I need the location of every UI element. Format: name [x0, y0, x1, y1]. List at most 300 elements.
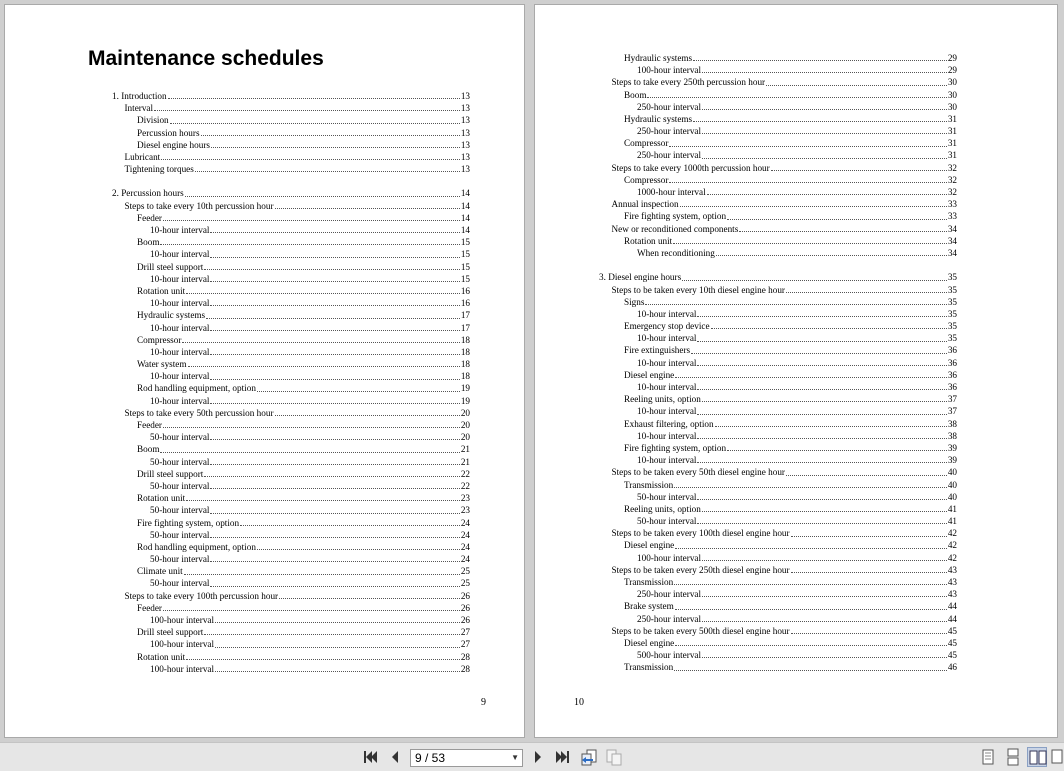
- go-forward-icon[interactable]: [604, 747, 624, 767]
- toc-entry-label: Hydraulic systems: [624, 52, 693, 63]
- page-title: Maintenance schedules: [88, 47, 324, 70]
- toc-entry[interactable]: [112, 102, 470, 114]
- toc-entry[interactable]: [112, 139, 470, 151]
- page-number: 9: [481, 697, 486, 708]
- toc-entry-label: Diesel engine: [624, 369, 675, 380]
- page-number-select[interactable]: [410, 749, 523, 767]
- toc-entry[interactable]: [112, 322, 470, 334]
- toc-entry[interactable]: [112, 443, 470, 455]
- toc-entry-page: 42: [947, 540, 957, 551]
- toc-entry[interactable]: [599, 284, 957, 296]
- toc-entry-page: 18: [460, 334, 470, 345]
- dot-leader: [210, 305, 459, 306]
- dot-leader: [186, 500, 460, 501]
- dot-leader: [211, 147, 460, 148]
- dot-leader: [702, 401, 947, 402]
- toc-entry[interactable]: [599, 430, 957, 442]
- toc-entry[interactable]: [112, 407, 470, 419]
- toc-entry-page: 42: [947, 528, 957, 539]
- toc-entry-page: 27: [460, 639, 470, 650]
- toc-entry[interactable]: [599, 588, 957, 600]
- toc-entry-page: 32: [947, 162, 957, 173]
- dot-leader: [675, 645, 947, 646]
- toc-entry-page: 40: [947, 467, 957, 478]
- dot-leader: [188, 366, 460, 367]
- toc-entry[interactable]: [599, 162, 957, 174]
- toc-entry-page: 46: [947, 662, 957, 673]
- toc-entry[interactable]: [112, 346, 470, 358]
- dot-leader: [697, 438, 946, 439]
- toc-entry[interactable]: [599, 479, 957, 491]
- toc-entry-label: Division: [137, 115, 169, 126]
- toc-entry-label: Rotation unit: [137, 285, 186, 296]
- toc-entry[interactable]: [599, 503, 957, 515]
- dot-leader: [210, 232, 459, 233]
- toc-entry[interactable]: [112, 565, 470, 577]
- toc-entry-label: Annual inspection: [611, 199, 679, 210]
- toc-entry[interactable]: [599, 381, 957, 393]
- toc-entry-label: Transmission: [624, 577, 674, 588]
- toc-entry[interactable]: [112, 663, 470, 675]
- toc-entry-page: 13: [460, 127, 470, 138]
- toc-entry-page: 36: [947, 345, 957, 356]
- toc-entry-page: 26: [460, 602, 470, 613]
- toc-entry-page: 40: [947, 491, 957, 502]
- toc-entry-label: 500-hour interval: [637, 650, 702, 661]
- toc-entry-label: Drill steel support: [137, 261, 204, 272]
- toc-entry[interactable]: [112, 395, 470, 407]
- dot-leader: [257, 549, 460, 550]
- toc-entry-page: 35: [947, 333, 957, 344]
- toc-entry-page: 14: [460, 225, 470, 236]
- toc-entry-page: 13: [460, 164, 470, 175]
- last-page-icon[interactable]: [553, 747, 573, 767]
- toc-entry[interactable]: [112, 224, 470, 236]
- toc-entry-label: Compressor: [624, 138, 669, 149]
- toc-entry-page: 33: [947, 199, 957, 210]
- toc-entry-page: 14: [460, 212, 470, 223]
- dot-leader: [702, 560, 947, 561]
- toc-entry-label: 10-hour interval: [150, 346, 210, 357]
- toc-entry-page: 17: [460, 322, 470, 333]
- toc-entry[interactable]: [599, 198, 957, 210]
- toc-entry[interactable]: [112, 163, 470, 175]
- dot-leader: [791, 536, 947, 537]
- toc-entry[interactable]: [599, 393, 957, 405]
- dot-leader: [702, 133, 947, 134]
- toc-entry[interactable]: [112, 273, 470, 285]
- toc-entry[interactable]: [112, 468, 470, 480]
- toc-entry[interactable]: [599, 247, 957, 259]
- toc-entry-page: 25: [460, 566, 470, 577]
- toc-entry[interactable]: [112, 200, 470, 212]
- toc-entry[interactable]: [112, 456, 470, 468]
- toc-entry-page: 38: [947, 418, 957, 429]
- dot-leader: [210, 439, 459, 440]
- toc-entry-label: 100-hour interval: [150, 615, 215, 626]
- dot-leader: [669, 146, 946, 147]
- toc-entry-label: Steps to be taken every 100th diesel engine hour: [611, 528, 790, 539]
- dot-leader: [680, 206, 947, 207]
- toc-entry[interactable]: [112, 553, 470, 565]
- dot-leader: [215, 622, 460, 623]
- toc-entry[interactable]: [112, 602, 470, 614]
- toc-entry-label: Steps to take every 10th percussion hour: [124, 200, 274, 211]
- toc-entry-page: 29: [947, 65, 957, 76]
- toc-entry-page: 37: [947, 406, 957, 417]
- toc-entry[interactable]: [112, 578, 470, 590]
- dot-leader: [693, 60, 947, 61]
- dot-leader: [206, 318, 460, 319]
- toc-entry-page: 14: [460, 200, 470, 211]
- toc-entry-page: 27: [460, 627, 470, 638]
- dot-leader: [210, 257, 459, 258]
- toc-entry-page: 15: [460, 261, 470, 272]
- toc-entry-page: 41: [947, 503, 957, 514]
- dot-leader: [702, 657, 947, 658]
- toc-entry[interactable]: [599, 64, 957, 76]
- toc-entry-page: 43: [947, 577, 957, 588]
- dot-leader: [702, 158, 947, 159]
- toc-entry-page: 21: [460, 456, 470, 467]
- toc-entry[interactable]: [599, 76, 957, 88]
- toc-entry-label: Drill steel support: [137, 627, 204, 638]
- toc-entry[interactable]: [599, 125, 957, 137]
- toc-entry[interactable]: [112, 626, 470, 638]
- toc-entry[interactable]: [599, 418, 957, 430]
- toc-entry-page: 19: [460, 383, 470, 394]
- toc-entry[interactable]: [112, 541, 470, 553]
- toc-entry-page: 31: [947, 150, 957, 161]
- toc-entry-label: Compressor: [624, 174, 669, 185]
- toc-entry[interactable]: [599, 345, 957, 357]
- dot-leader: [697, 499, 946, 500]
- toc-entry-page: 15: [460, 249, 470, 260]
- dot-leader: [160, 244, 459, 245]
- toc-entry-label: 50-hour interval: [150, 432, 210, 443]
- toc-entry[interactable]: [112, 248, 470, 260]
- toc-entry-page: 13: [460, 103, 470, 114]
- toc-entry-page: 44: [947, 601, 957, 612]
- dot-leader: [204, 634, 459, 635]
- toc-entry-label: 50-hour interval: [637, 516, 697, 527]
- toc-entry[interactable]: [599, 357, 957, 369]
- dot-leader: [739, 231, 947, 232]
- toc-entry-label: Rotation unit: [137, 493, 186, 504]
- dot-leader: [791, 572, 947, 573]
- toc-entry[interactable]: [599, 186, 957, 198]
- dot-leader: [682, 280, 947, 281]
- toc-entry-page: 20: [460, 420, 470, 431]
- toc-entry-page: 24: [460, 529, 470, 540]
- toc-entry-label: Steps to be taken every 50th diesel engine hour: [611, 467, 785, 478]
- toc-entry-page: 31: [947, 126, 957, 137]
- toc-entry-label: 250-hour interval: [637, 150, 702, 161]
- two-page-view-icon[interactable]: [1027, 747, 1047, 767]
- toc-entry[interactable]: [112, 651, 470, 663]
- toc-entry[interactable]: [112, 297, 470, 309]
- toc-entry-label: Fire fighting system, option: [624, 211, 727, 222]
- toc-entry[interactable]: [599, 113, 957, 125]
- toc-entry[interactable]: [599, 52, 957, 64]
- toc-entry-label: Reeling units, option: [624, 394, 701, 405]
- dot-leader: [210, 586, 459, 587]
- toc-entry[interactable]: [599, 576, 957, 588]
- toc-entry[interactable]: [112, 370, 470, 382]
- fullscreen-icon[interactable]: [1050, 747, 1064, 767]
- table-of-contents-right: [599, 52, 957, 674]
- toc-entry[interactable]: [112, 431, 470, 443]
- dot-leader: [170, 123, 460, 124]
- toc-entry-page: 41: [947, 516, 957, 527]
- toc-entry-page: 43: [947, 589, 957, 600]
- toc-entry-page: 36: [947, 357, 957, 368]
- toc-entry[interactable]: [112, 638, 470, 650]
- toc-entry-label: 10-hour interval: [637, 333, 697, 344]
- toc-entry-label: Signs: [624, 296, 645, 307]
- toc-entry[interactable]: [112, 480, 470, 492]
- toc-entry[interactable]: [599, 235, 957, 247]
- toc-entry-label: 50-hour interval: [150, 554, 210, 565]
- toc-entry[interactable]: [112, 358, 470, 370]
- toc-entry[interactable]: [112, 383, 470, 395]
- toc-spacer: [599, 259, 957, 271]
- dot-leader: [210, 403, 459, 404]
- toc-entry[interactable]: [599, 625, 957, 637]
- toc-entry[interactable]: [599, 210, 957, 222]
- toc-entry-label: 10-hour interval: [150, 298, 210, 309]
- toc-entry-label: Steps to take every 250th percussion hour: [611, 77, 766, 88]
- toc-entry[interactable]: [112, 309, 470, 321]
- dot-leader: [674, 670, 947, 671]
- toc-entry-label: 1. Introduction: [112, 90, 167, 101]
- dot-leader: [210, 354, 459, 355]
- toc-entry-label: 10-hour interval: [637, 382, 697, 393]
- dot-leader: [697, 341, 946, 342]
- dot-leader: [182, 342, 459, 343]
- toc-entry-page: 14: [460, 188, 470, 199]
- toc-entry-page: 20: [460, 432, 470, 443]
- toc-entry[interactable]: [112, 419, 470, 431]
- toc-entry[interactable]: [112, 334, 470, 346]
- toc-entry[interactable]: [599, 661, 957, 673]
- toc-entry[interactable]: [112, 590, 470, 602]
- toc-entry[interactable]: [112, 212, 470, 224]
- toc-entry-label: Feeder: [137, 212, 162, 223]
- toc-entry-label: Climate unit: [137, 566, 183, 577]
- toc-entry[interactable]: [599, 564, 957, 576]
- toc-entry[interactable]: [112, 261, 470, 273]
- toc-entry-label: 10-hour interval: [637, 406, 697, 417]
- document-page-left: [4, 4, 525, 738]
- toc-entry[interactable]: [599, 296, 957, 308]
- toc-entry-page: 13: [460, 139, 470, 150]
- toc-entry-page: 34: [947, 235, 957, 246]
- toc-entry-label: Hydraulic systems: [137, 310, 206, 321]
- toc-entry-label: 10-hour interval: [637, 308, 697, 319]
- dot-leader: [204, 269, 459, 270]
- toc-entry[interactable]: [599, 369, 957, 381]
- toc-entry-page: 28: [460, 651, 470, 662]
- toc-entry-page: 32: [947, 174, 957, 185]
- toc-entry-label: 50-hour interval: [150, 505, 210, 516]
- toc-entry-label: Lubricant: [124, 151, 161, 162]
- toc-entry-label: 1000-hour interval: [637, 187, 706, 198]
- toc-entry[interactable]: [112, 236, 470, 248]
- toc-entry-page: 22: [460, 468, 470, 479]
- dot-leader: [210, 330, 459, 331]
- toc-entry[interactable]: [112, 529, 470, 541]
- table-of-contents-left: [112, 90, 470, 675]
- dot-leader: [693, 121, 947, 122]
- dot-leader: [215, 671, 460, 672]
- toc-entry-page: 34: [947, 247, 957, 258]
- toc-entry[interactable]: [112, 127, 470, 139]
- toc-entry[interactable]: [112, 188, 470, 200]
- single-page-view-icon[interactable]: [978, 747, 998, 767]
- dot-leader: [673, 243, 947, 244]
- toc-entry[interactable]: [599, 637, 957, 649]
- dot-leader: [210, 488, 459, 489]
- dot-leader: [697, 389, 946, 390]
- dot-leader: [697, 365, 946, 366]
- dot-leader: [160, 452, 459, 453]
- toc-entry-page: 35: [947, 308, 957, 319]
- toc-entry[interactable]: [599, 405, 957, 417]
- toc-entry[interactable]: [599, 552, 957, 564]
- toc-entry[interactable]: [599, 515, 957, 527]
- toc-entry-label: Transmission: [624, 479, 674, 490]
- toc-spacer: [112, 175, 470, 187]
- toc-entry-label: 50-hour interval: [637, 491, 697, 502]
- first-page-icon[interactable]: [360, 747, 380, 767]
- toc-entry-label: Exhaust filtering, option: [624, 418, 714, 429]
- dot-leader: [275, 208, 460, 209]
- toc-entry[interactable]: [112, 90, 470, 102]
- go-back-icon[interactable]: [579, 747, 599, 767]
- toc-entry[interactable]: [112, 517, 470, 529]
- toc-entry-page: 36: [947, 369, 957, 380]
- toc-entry[interactable]: [599, 527, 957, 539]
- toc-entry[interactable]: [599, 454, 957, 466]
- dot-leader: [715, 426, 947, 427]
- toc-entry-page: 31: [947, 138, 957, 149]
- toc-entry-label: Emergency stop device: [624, 321, 710, 332]
- toc-entry[interactable]: [599, 271, 957, 283]
- toc-entry[interactable]: [112, 285, 470, 297]
- toc-entry-page: 13: [460, 90, 470, 101]
- dot-leader: [186, 659, 460, 660]
- toc-entry-label: Brake system: [624, 601, 674, 612]
- page-indicator: 9 / 53: [415, 751, 446, 765]
- toc-entry-label: Steps to be taken every 250th diesel engine hour: [611, 564, 790, 575]
- toc-entry[interactable]: [599, 442, 957, 454]
- toc-entry[interactable]: [112, 492, 470, 504]
- toc-entry[interactable]: [599, 491, 957, 503]
- dot-leader: [697, 414, 946, 415]
- dot-leader: [675, 548, 947, 549]
- toc-entry-page: 45: [947, 625, 957, 636]
- toc-entry[interactable]: [112, 151, 470, 163]
- toc-entry[interactable]: [599, 223, 957, 235]
- toc-entry-page: 43: [947, 564, 957, 575]
- toc-entry-page: 24: [460, 541, 470, 552]
- navigation-toolbar: [0, 742, 1064, 771]
- dot-leader: [195, 171, 460, 172]
- toc-entry-page: 21: [460, 444, 470, 455]
- toc-entry[interactable]: [112, 504, 470, 516]
- toc-entry[interactable]: [599, 466, 957, 478]
- dot-leader: [697, 523, 946, 524]
- toc-entry-label: Feeder: [137, 420, 162, 431]
- dot-leader: [771, 170, 947, 171]
- dot-leader: [702, 109, 947, 110]
- dot-leader: [697, 462, 946, 463]
- toc-entry[interactable]: [599, 101, 957, 113]
- document-page-right: [534, 4, 1058, 738]
- toc-entry-page: 40: [947, 479, 957, 490]
- toc-entry-label: Boom: [137, 237, 160, 248]
- toc-entry-page: 39: [947, 455, 957, 466]
- toc-entry-page: 24: [460, 517, 470, 528]
- dot-leader: [645, 304, 946, 305]
- toc-entry-label: New or reconditioned components: [611, 223, 739, 234]
- toc-entry-label: 10-hour interval: [637, 455, 697, 466]
- toc-entry-label: Percussion hours: [137, 127, 200, 138]
- toc-entry[interactable]: [599, 540, 957, 552]
- toc-entry-page: 13: [460, 151, 470, 162]
- toc-entry-page: 32: [947, 187, 957, 198]
- chevron-down-icon: ▼: [511, 753, 519, 762]
- toc-entry[interactable]: [599, 174, 957, 186]
- toc-entry[interactable]: [599, 137, 957, 149]
- toc-entry[interactable]: [599, 332, 957, 344]
- toc-entry-label: 100-hour interval: [637, 552, 702, 563]
- toc-entry-page: 39: [947, 442, 957, 453]
- toc-entry[interactable]: [599, 150, 957, 162]
- dot-leader: [201, 135, 460, 136]
- dot-leader: [707, 194, 947, 195]
- toc-entry[interactable]: [599, 649, 957, 661]
- toc-entry-page: 26: [460, 590, 470, 601]
- toc-entry-page: 18: [460, 371, 470, 382]
- toc-entry[interactable]: [599, 320, 957, 332]
- toc-entry[interactable]: [112, 614, 470, 626]
- dot-leader: [674, 584, 947, 585]
- toc-entry-label: Fire fighting system, option: [624, 442, 727, 453]
- toc-entry-page: 34: [947, 223, 957, 234]
- toc-entry[interactable]: [599, 613, 957, 625]
- toc-entry-label: 250-hour interval: [637, 613, 702, 624]
- dot-leader: [210, 537, 459, 538]
- next-page-icon[interactable]: [528, 747, 548, 767]
- toc-entry[interactable]: [599, 600, 957, 612]
- continuous-view-icon[interactable]: [1003, 747, 1023, 767]
- toc-entry-page: 37: [947, 394, 957, 405]
- toc-entry[interactable]: [599, 308, 957, 320]
- toc-entry-page: 25: [460, 578, 470, 589]
- toc-entry-label: Rod handling equipment, option: [137, 383, 256, 394]
- dot-leader: [674, 487, 947, 488]
- toc-entry[interactable]: [112, 114, 470, 126]
- toc-entry-label: Steps to take every 50th percussion hour: [124, 407, 274, 418]
- toc-entry-label: 10-hour interval: [637, 357, 697, 368]
- toc-entry-label: Rotation unit: [137, 651, 186, 662]
- toc-entry[interactable]: [599, 89, 957, 101]
- toc-entry-label: Interval: [124, 103, 154, 114]
- previous-page-icon[interactable]: [385, 747, 405, 767]
- toc-entry-page: 38: [947, 430, 957, 441]
